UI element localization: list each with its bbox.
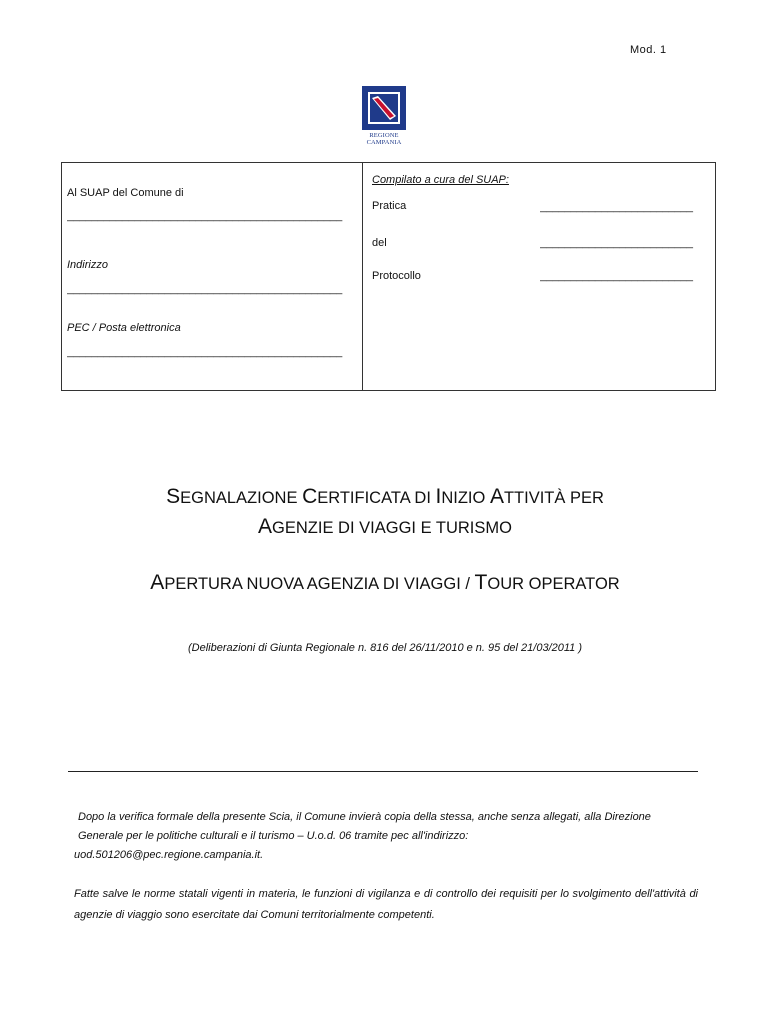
mod-label: Mod. 1 (630, 44, 667, 56)
suap-comune-field[interactable]: _____________________________________________ (67, 210, 343, 222)
address-field[interactable]: _____________________________________________ (67, 283, 343, 295)
protocollo-field[interactable]: _________________________ (540, 270, 693, 282)
del-label: del (372, 237, 387, 249)
pratica-label: Pratica (372, 200, 407, 212)
title-line-3: APERTURA NUOVA AGENZIA DI VIAGGI / TOUR OPERATOR (150, 571, 620, 594)
del-field[interactable]: _________________________ (540, 237, 693, 249)
pec-address-text: uod.501206@pec.regione.campania.it. (74, 849, 264, 861)
note-paragraph-1 (78, 808, 700, 846)
note-paragraph-2: Fatte salve le norme statali vigenti in materia, le funzioni di vigilanza e di controllo dei requisiti per lo svolgimento dell'attività di agenzie di viaggio sono esercitate dai Comuni territorialmente competenti. (74, 888, 698, 921)
note-1-line-1: Dopo la verifica formale della presente Scia, il Comune invierà copia della stessa, anche senza allegati, alla Direzione (78, 811, 651, 823)
pratica-field[interactable]: _________________________ (540, 201, 693, 213)
protocollo-label: Protocollo (372, 270, 421, 282)
horizontal-rule (68, 771, 698, 772)
title-line-2: AGENZIE DI VIAGGI E TURISMO (258, 515, 512, 538)
box-divider (362, 162, 363, 391)
pec-label: PEC / Posta elettronica (67, 322, 181, 334)
pec-field[interactable]: _____________________________________________ (67, 346, 343, 358)
note-1-line-2: Generale per le politiche culturali e il turismo – U.o.d. 06 tramite pec all'indirizzo: (78, 830, 469, 842)
title-line-1: SEGNALAZIONE CERTIFICATA DI INIZIO ATTIVITÀ PER (166, 485, 604, 508)
suap-comune-label: Al SUAP del Comune di (67, 187, 184, 199)
deliberazioni-reference: (Deliberazioni di Giunta Regionale n. 816 del 26/11/2010 e n. 95 del 21/03/2011 ) (187, 642, 583, 654)
address-label: Indirizzo (67, 259, 108, 271)
logo-text: REGIONE CAMPANIA (366, 132, 402, 146)
regione-campania-logo (352, 86, 416, 146)
suap-box-heading: Compilato a cura del SUAP: (372, 174, 509, 186)
